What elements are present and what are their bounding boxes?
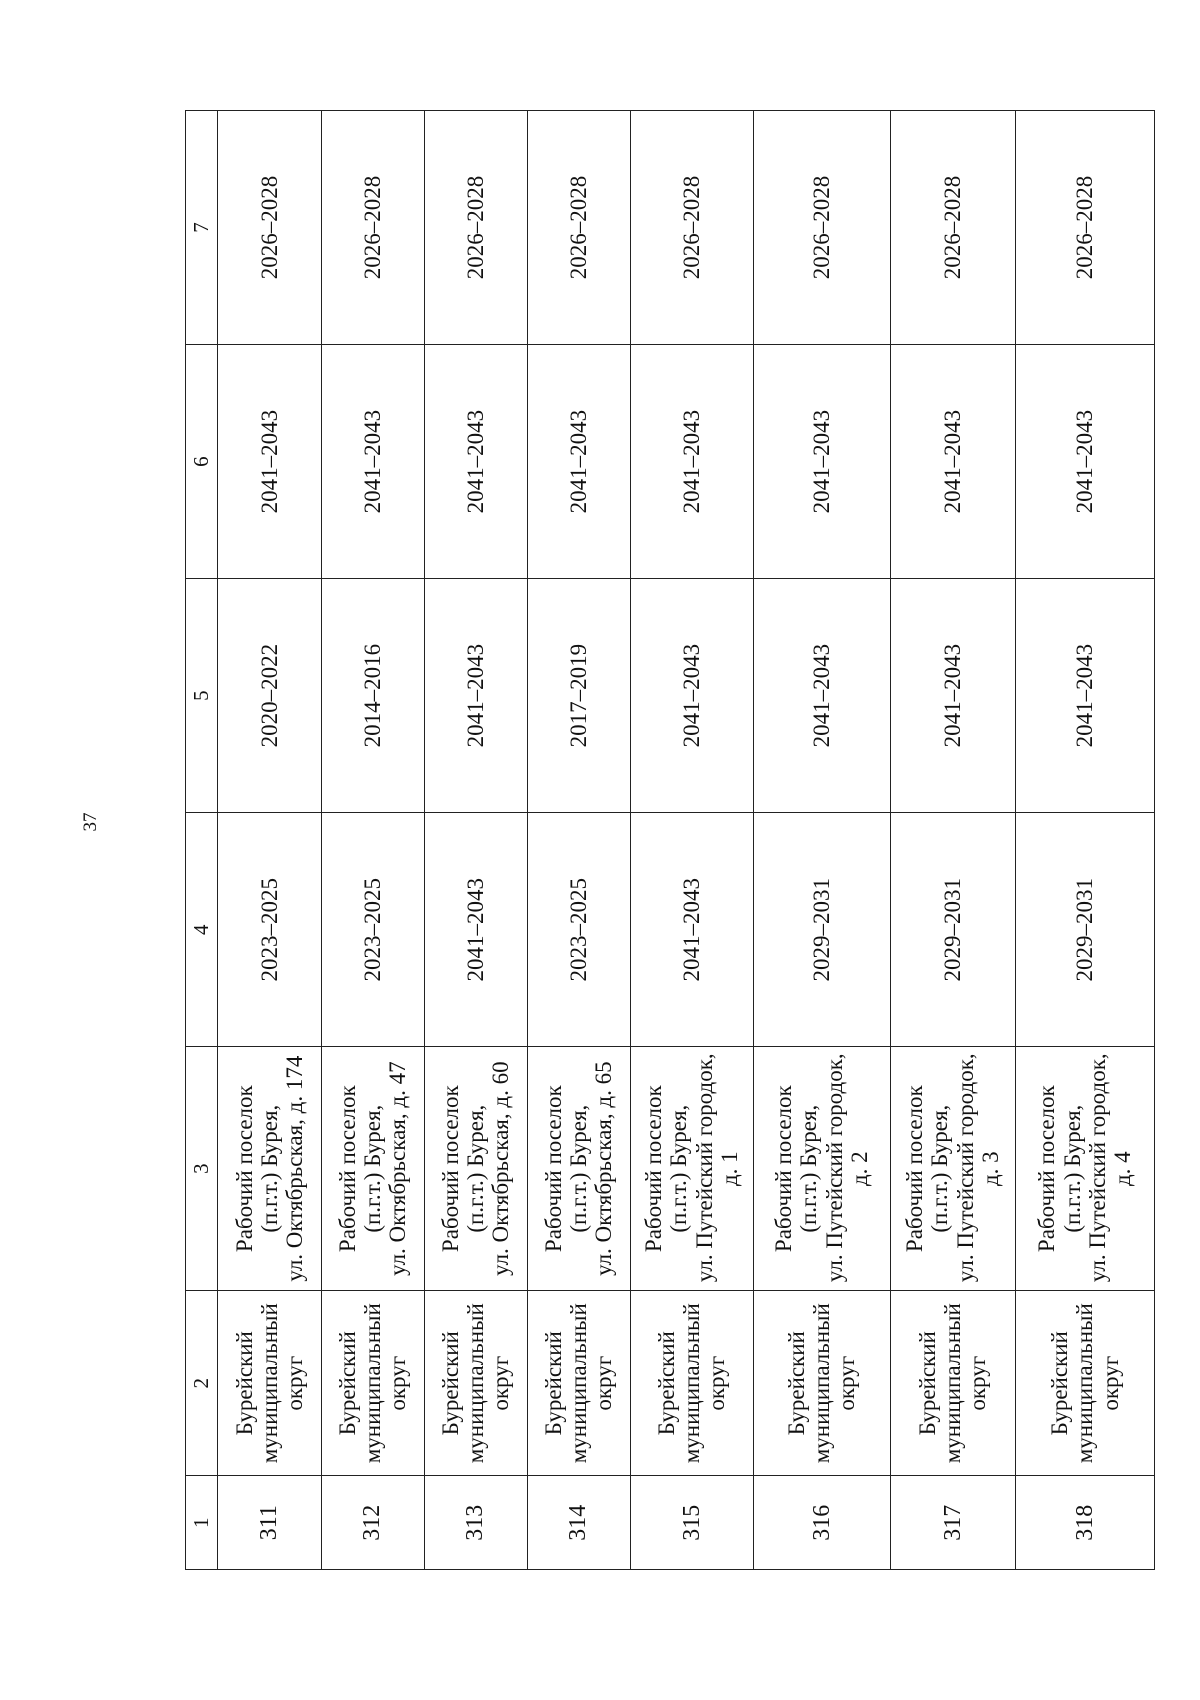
address-cell-line: ул. Октябрьская, д. 47: [385, 1061, 411, 1276]
address-cell-line: (п.г.т.) Бурея,: [256, 1104, 282, 1233]
period-cell-7: 2026–2028: [753, 111, 890, 345]
period-cell-4: 2041–2043: [424, 813, 527, 1047]
address-cell: [218, 1047, 321, 1291]
period-cell-4: 2029–2031: [1016, 813, 1155, 1047]
column-header-4: 4: [186, 813, 218, 1047]
row-number: 312: [321, 1476, 424, 1570]
district-cell: [424, 1291, 527, 1476]
period-cell-4: 2041–2043: [630, 813, 753, 1047]
address-cell-line: ул. Октябрьская, д. 174: [282, 1055, 308, 1282]
period-cell-5: 2041–2043: [424, 579, 527, 813]
address-cell-line: ул. Октябрьская, д. 65: [591, 1061, 617, 1276]
district-cell: [890, 1291, 1015, 1476]
period-cell-6: 2041–2043: [424, 345, 527, 579]
address-cell: [890, 1047, 1015, 1291]
address-cell-line: (п.г.т.) Бурея,: [796, 1104, 822, 1233]
period-cell-7: 2026–2028: [527, 111, 630, 345]
address-cell-line: д. 1: [717, 1151, 743, 1187]
district-cell-line: муниципальный: [359, 1303, 385, 1464]
period-cell-7: 2026–2028: [890, 111, 1015, 345]
district-cell-line: муниципальный: [256, 1303, 282, 1464]
address-cell-line: Рабочий поселок: [540, 1085, 566, 1253]
address-cell-line: Рабочий поселок: [231, 1085, 257, 1253]
district-cell-line: Бурейский: [1047, 1331, 1073, 1436]
period-cell-7: 2026–2028: [321, 111, 424, 345]
address-cell-line: (п.г.т.) Бурея,: [566, 1104, 591, 1233]
period-cell-5: 2041–2043: [1016, 579, 1155, 813]
address-cell-line: (п.г.т.) Бурея,: [666, 1104, 692, 1233]
address-cell: [321, 1047, 424, 1291]
period-cell-7: 2026–2028: [424, 111, 527, 345]
header-row: [186, 111, 218, 1570]
period-cell-5: 2017–2019: [527, 579, 630, 813]
period-cell-7: 2026–2028: [630, 111, 753, 345]
district-cell-line: Бурейский: [914, 1331, 940, 1436]
address-cell-line: Рабочий поселок: [771, 1085, 797, 1253]
address-cell-line: Рабочий поселок: [437, 1085, 463, 1253]
district-cell-line: округ: [704, 1355, 730, 1411]
district-cell-line: округ: [282, 1355, 308, 1411]
address-cell-line: Рабочий поселок: [334, 1085, 360, 1253]
address-cell-line: ул. Путейский городок,: [821, 1053, 847, 1283]
address-cell-line: (п.г.т.) Бурея,: [1059, 1104, 1085, 1233]
address-cell: [1016, 1047, 1155, 1291]
table-row: [321, 111, 424, 1570]
period-cell-7: 2026–2028: [218, 111, 321, 345]
table-row: [1016, 111, 1155, 1570]
address-cell-line: Рабочий поселок: [641, 1085, 667, 1253]
address-cell: [527, 1047, 630, 1291]
row-number: 311: [218, 1476, 321, 1570]
schedule-table: [185, 110, 1155, 1570]
period-cell-5: 2041–2043: [630, 579, 753, 813]
address-cell: [630, 1047, 753, 1291]
district-cell-line: Бурейский: [540, 1331, 566, 1436]
row-number: 317: [890, 1476, 1015, 1570]
address-cell-line: Рабочий поселок: [1034, 1085, 1060, 1253]
period-cell-5: 2014–2016: [321, 579, 424, 813]
address-cell-line: ул. Октябрьская, д. 60: [488, 1061, 514, 1276]
district-cell-line: округ: [591, 1355, 617, 1411]
period-cell-4: 2029–2031: [890, 813, 1015, 1047]
address-cell-line: ул. Путейский городок,: [1085, 1053, 1110, 1283]
district-cell: [527, 1291, 630, 1476]
district-cell-line: округ: [1097, 1355, 1123, 1411]
period-cell-6: 2041–2043: [890, 345, 1015, 579]
row-number: 318: [1016, 1476, 1155, 1570]
district-cell-line: муниципальный: [462, 1303, 488, 1464]
period-cell-6: 2041–2043: [321, 345, 424, 579]
district-cell-line: Бурейский: [783, 1331, 809, 1436]
period-cell-4: 2029–2031: [753, 813, 890, 1047]
page-number: 37: [80, 812, 101, 832]
address-cell-line: (п.г.т.) Бурея,: [359, 1104, 385, 1233]
column-header-7: 7: [186, 111, 218, 345]
district-cell-line: округ: [488, 1355, 514, 1411]
row-number: 313: [424, 1476, 527, 1570]
district-cell-line: муниципальный: [566, 1303, 591, 1464]
address-cell-line: ул. Путейский городок,: [691, 1053, 717, 1283]
district-cell-line: округ: [834, 1355, 860, 1411]
row-number: 314: [527, 1476, 630, 1570]
district-cell-line: муниципальный: [809, 1303, 835, 1464]
address-cell-line: (п.г.т.) Бурея,: [462, 1104, 488, 1233]
table-row: [890, 111, 1015, 1570]
period-cell-7: 2026–2028: [1016, 111, 1155, 345]
table-row: [527, 111, 630, 1570]
table-row: [630, 111, 753, 1570]
address-cell: [753, 1047, 890, 1291]
period-cell-5: 2041–2043: [753, 579, 890, 813]
district-cell-line: округ: [965, 1355, 991, 1411]
district-cell: [630, 1291, 753, 1476]
period-cell-5: 2020–2022: [218, 579, 321, 813]
period-cell-6: 2041–2043: [218, 345, 321, 579]
period-cell-5: 2041–2043: [890, 579, 1015, 813]
address-cell: [424, 1047, 527, 1291]
district-cell-line: муниципальный: [940, 1303, 966, 1464]
district-cell-line: муниципальный: [679, 1303, 705, 1464]
address-cell-line: д. 4: [1110, 1151, 1136, 1187]
table-row: [753, 111, 890, 1570]
column-header-3: 3: [186, 1047, 218, 1291]
column-header-6: 6: [186, 345, 218, 579]
district-cell: [1016, 1291, 1155, 1476]
table-row: [218, 111, 321, 1570]
period-cell-4: 2023–2025: [218, 813, 321, 1047]
district-cell-line: Бурейский: [334, 1331, 360, 1436]
district-cell-line: Бурейский: [437, 1331, 463, 1436]
period-cell-6: 2041–2043: [527, 345, 630, 579]
table-row: [424, 111, 527, 1570]
row-number: 315: [630, 1476, 753, 1570]
period-cell-4: 2023–2025: [321, 813, 424, 1047]
column-header-2: 2: [186, 1291, 218, 1476]
district-cell-line: муниципальный: [1072, 1303, 1098, 1464]
column-header-5: 5: [186, 579, 218, 813]
period-cell-4: 2023–2025: [527, 813, 630, 1047]
period-cell-6: 2041–2043: [1016, 345, 1155, 579]
address-cell-line: (п.г.т.) Бурея,: [927, 1104, 953, 1233]
table-container: [185, 110, 1155, 1570]
period-cell-6: 2041–2043: [630, 345, 753, 579]
address-cell-line: Рабочий поселок: [902, 1085, 928, 1253]
column-header-1: 1: [186, 1476, 218, 1570]
address-cell-line: д. 2: [847, 1151, 873, 1187]
district-cell-line: Бурейский: [231, 1331, 257, 1436]
district-cell: [753, 1291, 890, 1476]
address-cell-line: ул. Путейский городок,: [952, 1053, 978, 1283]
district-cell: [321, 1291, 424, 1476]
district-cell-line: Бурейский: [653, 1331, 679, 1436]
district-cell-line: округ: [385, 1355, 411, 1411]
address-cell-line: д. 3: [978, 1151, 1004, 1187]
district-cell: [218, 1291, 321, 1476]
row-number: 316: [753, 1476, 890, 1570]
period-cell-6: 2041–2043: [753, 345, 890, 579]
